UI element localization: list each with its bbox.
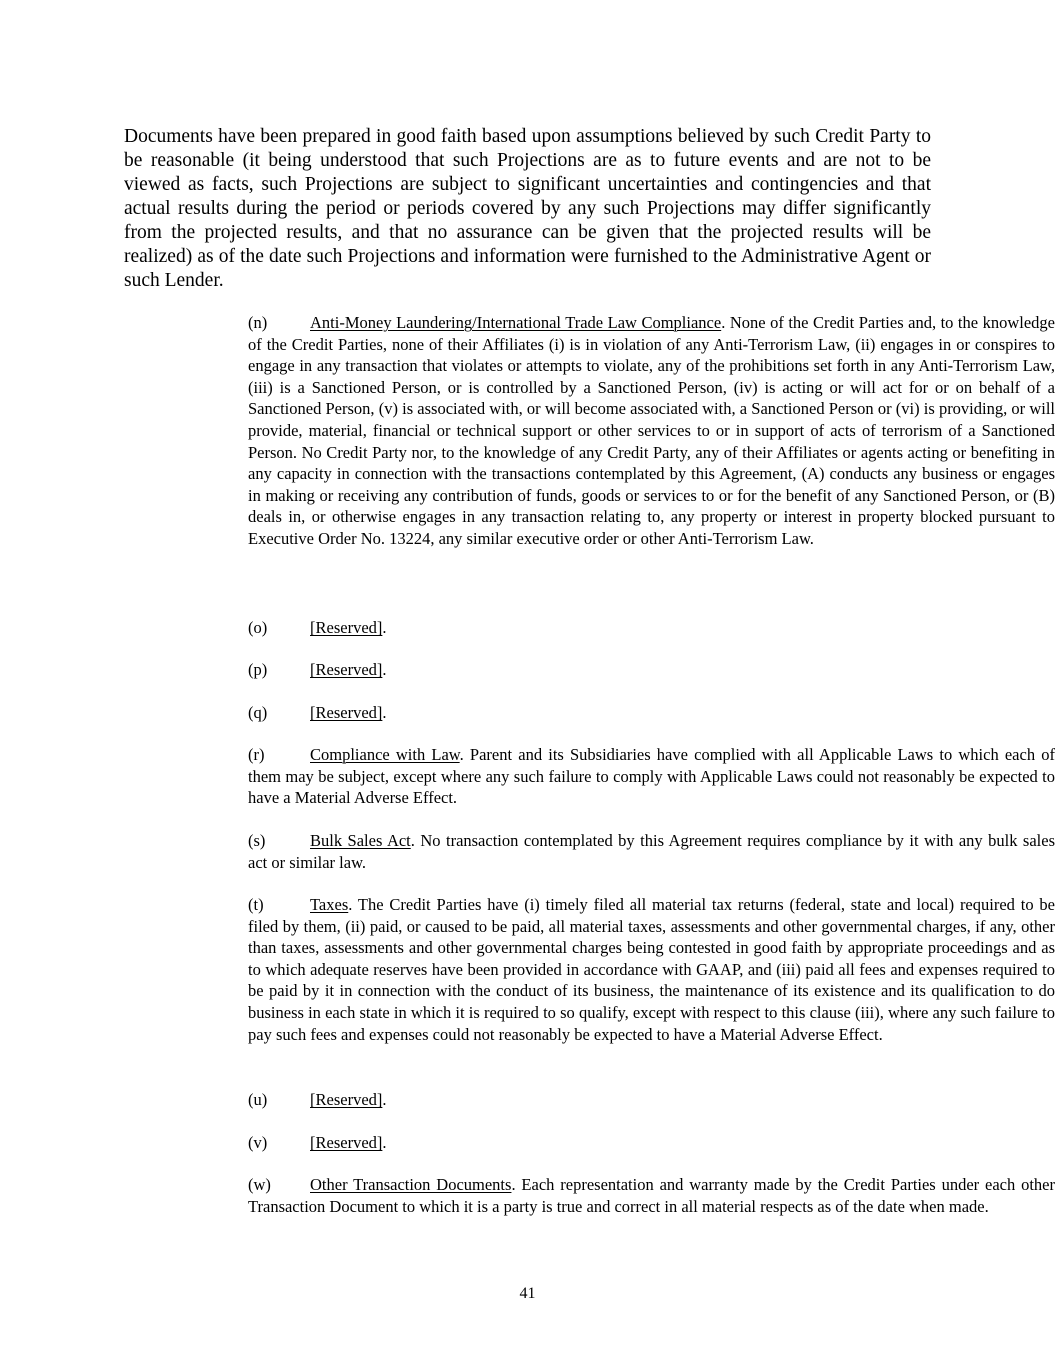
section-p-marker: (p) (248, 660, 268, 679)
intro-text: Documents have been prepared in good faith based upon assumptions believed by such Credit Party to be reasonable (it being understood that such Projections are as to future events and are not to be viewed as facts, such Projections are subject to significant uncertainties and contingencies and that actual results during the period or periods covered by any such Projections may differ significantly from the projected results, and that no assurance can be given that the projected results will be realized) as of the date such Projections and information were furnished to the Administrative Agent or such Lender. (124, 126, 931, 291)
section-w-marker: (w) (248, 1175, 271, 1194)
section-w-text: . Each representation and warranty made by the Credit Parties under each other Transaction Document to which it is a party is true and correct in all material respects as of the date when made. (248, 1175, 1055, 1216)
intro-paragraph (124, 125, 931, 293)
section-v-text: . (382, 1133, 387, 1152)
section-u (248, 1089, 387, 1111)
section-t-heading: Taxes (310, 895, 349, 914)
section-v-heading: [Reserved] (310, 1133, 383, 1152)
section-o-marker: (o) (248, 618, 268, 637)
section-s (124, 830, 1055, 873)
section-v-marker: (v) (248, 1133, 268, 1152)
section-q (248, 702, 387, 724)
section-p-text: . (382, 660, 387, 679)
section-n-text: . None of the Credit Parties and, to the knowledge of the Credit Parties, none of their Affiliates (i) is in violation of any Anti-Terrorism Law, (ii) engages in or conspires to engage in any transaction that violates or attempts to violate, any of the prohibitions set forth in any Anti-Terrorism Law, (iii) is a Sanctioned Person, or is controlled by a Sanctioned Person, (iv) is acting or will act for or on behalf of a Sanctioned Person, (v) is associated with, or will become associated with, a Sanctioned Person or (vi) is providing, or will provide, material, financial or technical support or other services to or in support of acts of terrorism of a Sanctioned Person. No Credit Party nor, to the knowledge of any Credit Party, any of their Affiliates or agents acting or benefiting in any capacity in connection with the transactions contemplated by this Agreement, (A) conducts any business or engages in making or receiving any contribution of funds, goods or services to or for the benefit of any Sanctioned Person, or (B) deals in, or otherwise engages in any transaction relating to, any property or interest in property blocked pursuant to Executive Order No. 13224, any similar executive order or other Anti-Terrorism Law. (248, 313, 1055, 548)
section-t-text: . The Credit Parties have (i) timely filed all material tax returns (federal, state and local) required to be filed by them, (ii) paid, or caused to be paid, all material taxes, assessments and other governmental charges, if any, other than taxes, assessments and other governmental charges being contested in good faith by appropriate proceedings and as to which adequate reserves have been provided in accordance with GAAP, and (iii) paid all fees and expenses required to be paid by it in connection with the conduct of its business, the maintenance of its existence and its qualification to do business in each state in which it is required to so qualify, except with respect to this clause (iii), where any such failure to pay such fees and expenses could not reasonably be expected to have a Material Adverse Effect. (248, 895, 1055, 1044)
section-r (124, 744, 1055, 809)
section-r-heading: Compliance with Law (310, 745, 460, 764)
section-t-marker: (t) (248, 895, 264, 914)
section-u-marker: (u) (248, 1090, 268, 1109)
section-r-text: . Parent and its Subsidiaries have complied with all Applicable Laws to which each of them may be subject, except where any such failure to comply with Applicable Laws could not reasonably be expected to have a Material Adverse Effect. (248, 745, 1055, 808)
section-s-marker: (s) (248, 831, 266, 850)
section-s-heading: Bulk Sales Act (310, 831, 411, 850)
section-w-heading: Other Transaction Documents (310, 1175, 512, 1194)
section-q-marker: (q) (248, 703, 268, 722)
section-r-marker: (r) (248, 745, 265, 764)
section-o-text: . (382, 618, 387, 637)
section-o (248, 617, 387, 639)
section-u-text: . (382, 1090, 387, 1109)
section-v (248, 1132, 387, 1154)
section-o-heading: [Reserved] (310, 618, 383, 637)
section-n-heading: Anti-Money Laundering/International Trade Law Compliance (310, 313, 722, 332)
section-w (124, 1174, 1055, 1217)
section-u-heading: [Reserved] (310, 1090, 383, 1109)
section-t (124, 894, 1055, 1045)
page-number: 41 (519, 1285, 536, 1302)
section-s-text: . No transaction contemplated by this Agreement requires compliance by it with any bulk sales act or similar law. (248, 831, 1055, 872)
section-n-marker: (n) (248, 313, 268, 332)
section-q-text: . (382, 703, 387, 722)
section-q-heading: [Reserved] (310, 703, 383, 722)
section-n (124, 312, 1055, 550)
section-p-heading: [Reserved] (310, 660, 383, 679)
section-p (248, 659, 387, 681)
